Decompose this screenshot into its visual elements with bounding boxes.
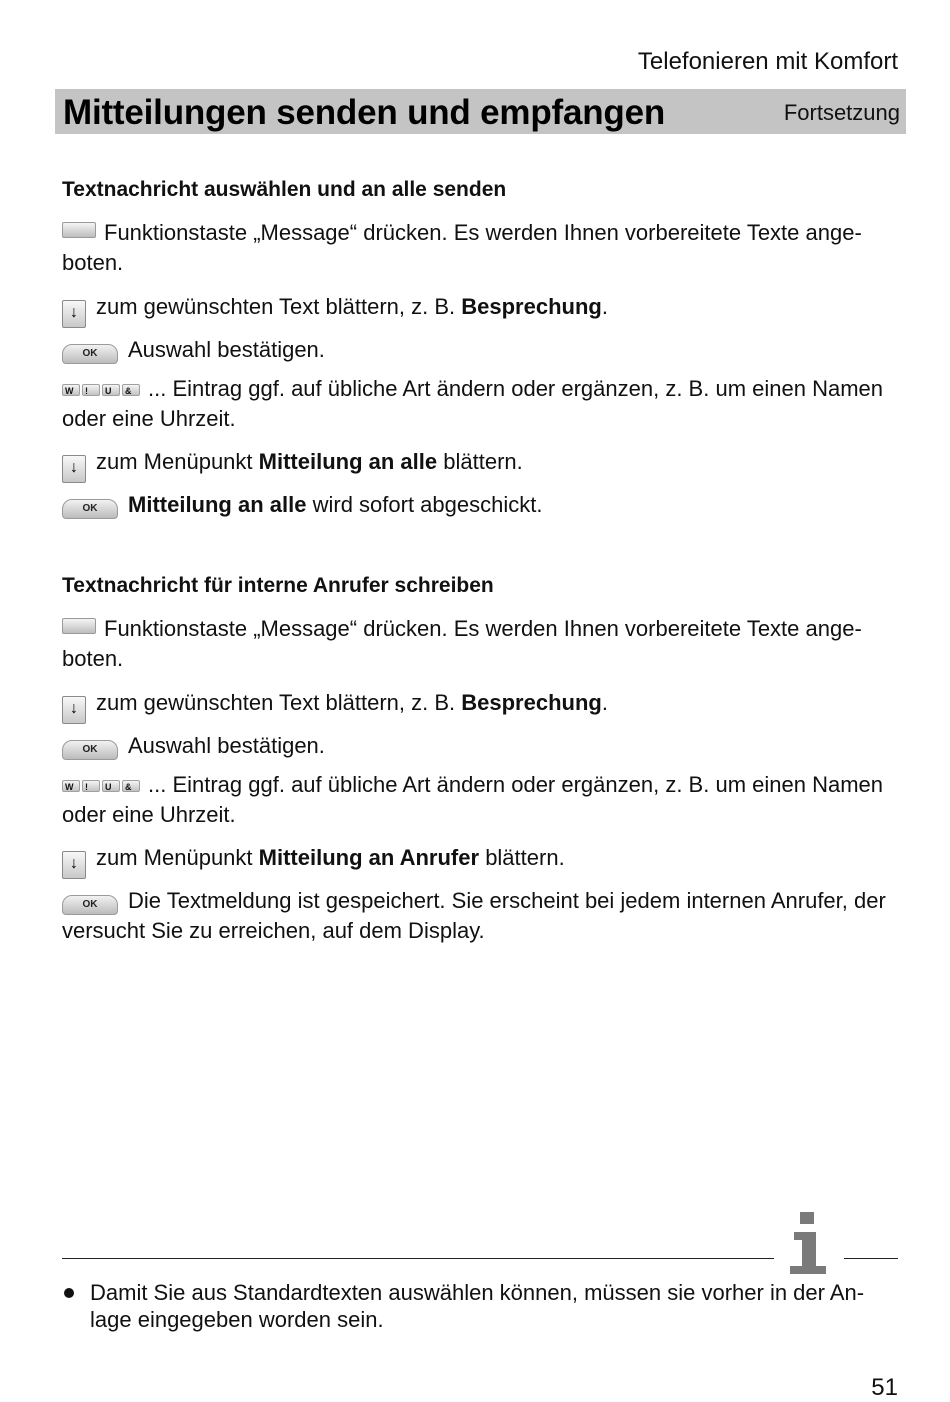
ok-key-icon: OK [62, 740, 118, 760]
ok-key-icon: OK [62, 344, 118, 364]
s2-step5-post: blättern. [485, 845, 565, 870]
s1-step5-pre: zum Menüpunkt [96, 449, 253, 474]
page-title: Mitteilungen senden und empfangen [63, 93, 666, 132]
info-icon [786, 1210, 830, 1276]
s1-step1-text: Funktionstaste „Message“ drücken. Es werden Ihnen vorbereitete Texte ange- boten. [62, 220, 862, 275]
info-divider-left [62, 1258, 774, 1259]
s2-step-save [62, 886, 898, 946]
s1-step5-bold: Mitteilung an alle [258, 449, 438, 474]
s1-step-scroll-menu [62, 447, 898, 483]
s1-step2-bold: Besprechung [461, 294, 602, 319]
keypad-icon: W ! U & [62, 372, 142, 402]
s1-step3-text: Auswahl bestätigen. [128, 337, 325, 362]
s2-step-function-key [62, 614, 898, 674]
section-heading-1: Textnachricht auswählen und an alle senden [62, 178, 507, 201]
function-key-icon [62, 618, 96, 634]
keypad-icon: W ! U & [62, 768, 142, 798]
s2-step-scroll-menu [62, 843, 898, 879]
arrow-down-key-icon: ↓ [62, 851, 86, 879]
section-heading-2: Textnachricht für interne Anrufer schreiben [62, 574, 494, 597]
s2-step-scroll-text [62, 688, 898, 724]
s2-step4-text: ... Eintrag ggf. auf übliche Art ändern oder ergänzen, z. B. um einen Namen oder eine Uhrzeit. [62, 772, 883, 827]
function-key-icon [62, 222, 96, 238]
s2-step-confirm [62, 731, 898, 761]
s1-step2-post: . [601, 294, 608, 319]
s1-step5-post: blättern. [443, 449, 523, 474]
page-number: 51 [871, 1374, 898, 1401]
arrow-down-key-icon: ↓ [62, 455, 86, 483]
info-note: Damit Sie aus Standardtexten auswählen können, müssen sie vorher in der An- lage eingegeben worden sein. [90, 1280, 865, 1332]
info-divider-right [844, 1258, 898, 1259]
s2-step5-bold: Mitteilung an Anrufer [258, 845, 480, 870]
s2-step-edit [62, 768, 898, 830]
s1-step4-text: ... Eintrag ggf. auf übliche Art ändern oder ergänzen, z. B. um einen Namen oder eine Uhrzeit. [62, 376, 883, 431]
s2-step2-post: . [601, 690, 608, 715]
arrow-down-key-icon: ↓ [62, 300, 86, 328]
bullet-icon [64, 1288, 74, 1298]
ok-key-icon: OK [62, 499, 118, 519]
continuation-label: Fortsetzung [783, 100, 900, 125]
s1-step2-pre: zum gewünschten Text blättern, z. B. [96, 294, 456, 319]
s2-step6-text: Die Textmeldung ist gespeichert. Sie erscheint bei jedem internen Anrufer, der versucht Sie zu erreichen, auf dem Display. [62, 888, 886, 943]
s2-step5-pre: zum Menüpunkt [96, 845, 253, 870]
s1-step6-bold: Mitteilung an alle [128, 492, 307, 517]
s1-step-send [62, 490, 898, 520]
s1-step-edit [62, 372, 898, 434]
s1-step-confirm [62, 335, 898, 365]
ok-key-icon: OK [62, 895, 118, 915]
s1-step6-post: wird sofort abgeschickt. [312, 492, 543, 517]
s1-step-scroll-text [62, 292, 898, 328]
s2-step2-bold: Besprechung [461, 690, 602, 715]
title-bar [55, 89, 906, 134]
s2-step2-pre: zum gewünschten Text blättern, z. B. [96, 690, 456, 715]
s1-step-function-key [62, 218, 898, 278]
section-header: Telefonieren mit Komfort [637, 48, 898, 75]
arrow-down-key-icon: ↓ [62, 696, 86, 724]
s2-step3-text: Auswahl bestätigen. [128, 733, 325, 758]
s2-step1-text: Funktionstaste „Message“ drücken. Es werden Ihnen vorbereitete Texte ange- boten. [62, 616, 862, 671]
